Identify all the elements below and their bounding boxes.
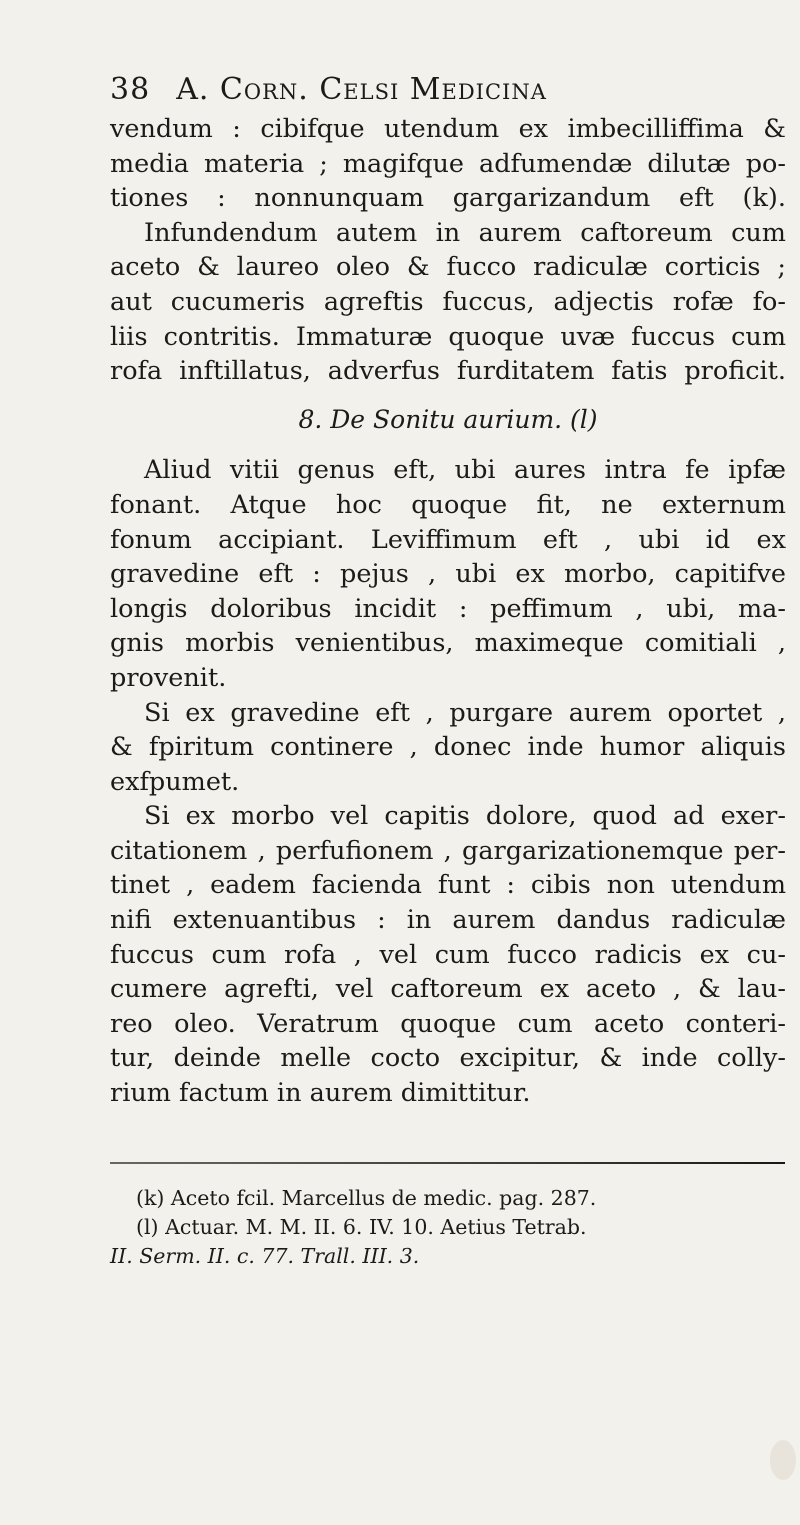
text-line: Si ex gravedine eft , purgare aurem oportet , [144, 697, 786, 728]
footnotes [110, 1184, 800, 1271]
text-line: Aliud vitii genus eft, ubi aures intra fe ipfæ [144, 455, 786, 486]
paper-stain [770, 1440, 796, 1480]
text-line: gravedine eft : pejus , ubi ex morbo, capitifve [110, 559, 786, 590]
text-line: Si ex morbo vel capitis dolore, quod ad exer- [144, 801, 786, 832]
text-line: provenit. [110, 662, 227, 693]
text-line: tur, deinde melle cocto excipitur, & inde colly- [110, 1043, 786, 1074]
page-number: 38 [110, 72, 151, 107]
text-line: rium factum in aurem dimittitur. [110, 1078, 531, 1109]
text-line: & fpiritum continere , donec inde humor aliquis [110, 732, 786, 763]
running-header [110, 72, 760, 107]
text-line: aut cucumeris agreftis fuccus, adjectis rofæ fo- [110, 286, 786, 317]
text-line: citationem , perfufionem , gargarizationemque per- [110, 835, 786, 866]
text-line: tinet , eadem facienda funt : cibis non utendum [110, 870, 786, 901]
text-line: vendum : cibifque utendum ex imbecilliffima & [110, 114, 786, 144]
text-line: tiones : nonnunquam gargarizandum eft (k). [110, 183, 786, 214]
text-line: gnis morbis venientibus, maximeque comitiali , [110, 628, 786, 659]
footnote-divider [110, 1162, 785, 1164]
footnote-l-continued: II. Serm. II. c. 77. Trall. III. 3. [110, 1244, 420, 1268]
text-line: fonant. Atque hoc quoque fit, ne externum [110, 489, 786, 520]
text-line: fonum accipiant. Leviffimum eft , ubi id ex [110, 524, 786, 555]
text-line: rofa inftillatus, adverfus furditatem fatis proficit. [110, 356, 786, 387]
text-line: fuccus cum rofa , vel cum fucco radicis ex cu- [110, 939, 786, 970]
text-line: cumere agrefti, vel caftoreum ex aceto , & lau- [110, 974, 786, 1005]
footnote-k: (k) Aceto fcil. Marcellus de medic. pag. 287. [136, 1186, 597, 1210]
text-line: Infundendum autem in aurem caftoreum cum [144, 217, 786, 248]
main-text [110, 112, 786, 1111]
text-line: media materia ; magifque adfumendæ dilutæ po- [110, 148, 786, 179]
text-line: nifi extenuantibus : in aurem dandus radiculæ [110, 905, 786, 936]
running-title: A. Corn. Celsi Medicina [176, 72, 547, 107]
text-line: reo oleo. Veratrum quoque cum aceto conteri- [110, 1008, 786, 1039]
footnote-l: (l) Actuar. M. M. II. 6. IV. 10. Aetius Tetrab. [136, 1215, 587, 1239]
text-line: longis doloribus incidit : peffimum , ubi, ma- [110, 593, 786, 624]
text-line: aceto & laureo oleo & fucco radiculæ corticis ; [110, 252, 786, 283]
section-heading: 8. De Sonitu aurium. (l) [298, 404, 598, 434]
text-line: liis contritis. Immaturæ quoque uvæ fuccus cum [110, 321, 786, 352]
text-line: exfpumet. [110, 766, 240, 797]
